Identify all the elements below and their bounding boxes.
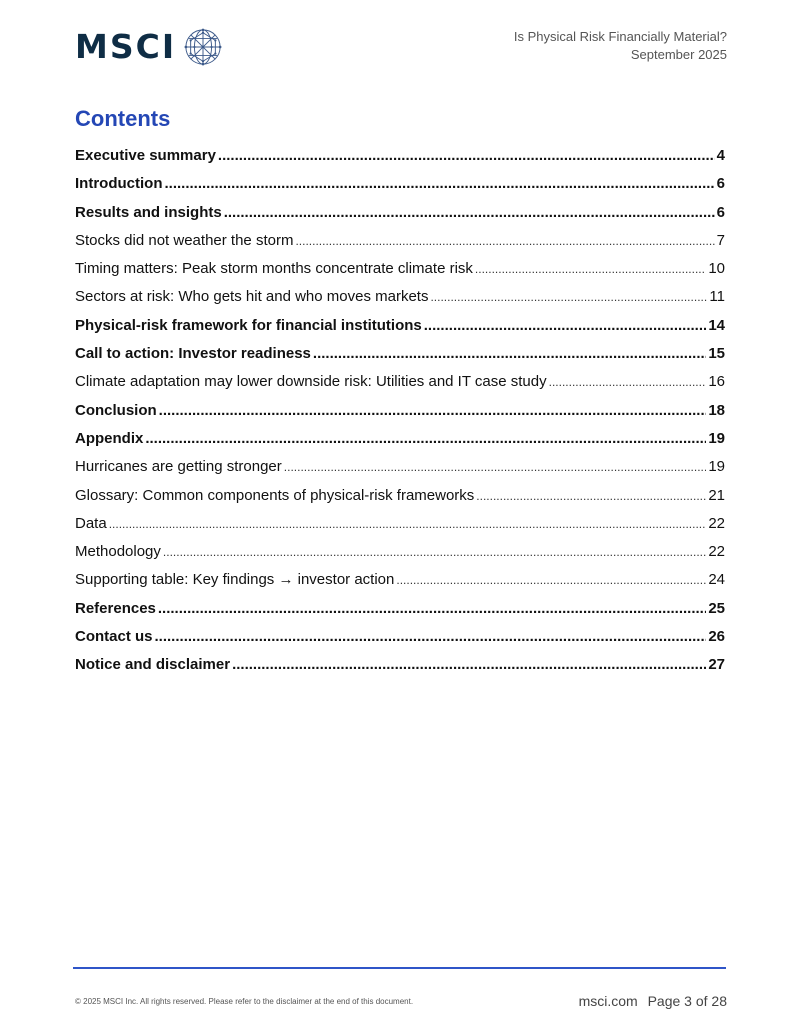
- toc-entry-label: Timing matters: Peak storm months concentrate climate risk: [75, 260, 473, 278]
- toc-dot-leader: [424, 312, 707, 340]
- toc-dot-leader: [295, 227, 714, 255]
- toc-entry-page: 11: [709, 288, 725, 306]
- msci-globe-icon: [184, 28, 222, 66]
- toc-entry[interactable]: [75, 142, 725, 170]
- toc-entry-label: Stocks did not weather the storm: [75, 231, 294, 249]
- toc-entry-label: Climate adaptation may lower downside risk: Utilities and IT case study: [75, 373, 547, 391]
- toc-entry-page: 22: [708, 543, 725, 561]
- toc-entry-label: Results and insights: [75, 203, 222, 221]
- toc-entry-page: 25: [708, 599, 725, 617]
- logo-wordmark: MSCI: [75, 27, 177, 66]
- toc-dot-leader: [284, 453, 707, 481]
- toc-dot-leader: [218, 142, 715, 170]
- footer-rule: [73, 967, 726, 969]
- toc-dot-leader: [109, 510, 707, 538]
- toc-entry-label: Appendix: [75, 429, 144, 447]
- toc-entry[interactable]: [75, 283, 725, 311]
- toc-entry-label: Notice and disclaimer: [75, 656, 231, 674]
- toc-entry[interactable]: [75, 453, 725, 481]
- toc-entry[interactable]: [75, 199, 725, 227]
- document-meta: [514, 28, 727, 64]
- toc-entry-page: 14: [708, 316, 725, 334]
- toc-entry-page: 19: [708, 458, 725, 476]
- toc-entry[interactable]: [75, 368, 725, 396]
- toc-entry[interactable]: [75, 170, 725, 198]
- msci-logo: [75, 28, 222, 66]
- toc-entry-label: References: [75, 599, 156, 617]
- toc-entry-label: Sectors at risk: Who gets hit and who moves markets: [75, 288, 429, 306]
- toc-entry[interactable]: [75, 340, 725, 368]
- toc-dot-leader: [158, 595, 706, 623]
- toc-entry[interactable]: [75, 425, 725, 453]
- footer-site-link[interactable]: msci.com: [578, 993, 638, 1009]
- copyright-notice: © 2025 MSCI Inc. All rights reserved. Please refer to the disclaimer at the end of this document.: [75, 997, 414, 1006]
- toc-dot-leader: [476, 482, 706, 510]
- toc-entry-page: 15: [708, 345, 725, 363]
- toc-entry-label: Physical-risk framework for financial institutions: [75, 316, 422, 334]
- toc-entry-page: 24: [708, 571, 725, 589]
- table-of-contents: [75, 142, 725, 680]
- toc-entry-page: 21: [708, 486, 725, 504]
- toc-dot-leader: [430, 283, 707, 311]
- toc-entry-page: 27: [708, 656, 725, 674]
- toc-dot-leader: [232, 651, 706, 679]
- toc-entry-label: Glossary: Common components of physical-risk frameworks: [75, 486, 475, 504]
- toc-entry[interactable]: [75, 510, 725, 538]
- toc-entry[interactable]: [75, 255, 725, 283]
- toc-entry[interactable]: [75, 651, 725, 679]
- toc-entry-page: 22: [708, 514, 725, 532]
- toc-entry-page: 6: [716, 203, 725, 221]
- document-date: September 2025: [630, 47, 727, 62]
- toc-entry-page: 26: [708, 628, 725, 646]
- toc-entry[interactable]: [75, 566, 725, 594]
- toc-entry-page: 18: [708, 401, 725, 419]
- toc-entry-page: 16: [708, 373, 725, 391]
- toc-entry[interactable]: [75, 623, 725, 651]
- toc-entry-label: Executive summary: [75, 147, 216, 164]
- toc-dot-leader: [313, 340, 706, 368]
- toc-entry-label: Contact us: [75, 628, 153, 646]
- toc-entry-page: 19: [708, 429, 725, 447]
- toc-entry-page: 7: [716, 231, 725, 249]
- toc-entry[interactable]: [75, 595, 725, 623]
- toc-entry[interactable]: [75, 482, 725, 510]
- toc-entry-label: Methodology: [75, 543, 161, 561]
- toc-entry-label: Introduction: [75, 175, 163, 193]
- toc-dot-leader: [164, 170, 714, 198]
- toc-entry-label: Conclusion: [75, 401, 157, 419]
- toc-entry[interactable]: [75, 312, 725, 340]
- toc-dot-leader: [475, 255, 706, 283]
- toc-dot-leader: [155, 623, 707, 651]
- toc-entry[interactable]: [75, 538, 725, 566]
- footer-page-info: [579, 992, 727, 1010]
- toc-entry-label: Call to action: Investor readiness: [75, 345, 311, 363]
- toc-entry-label: Hurricanes are getting stronger: [75, 458, 282, 476]
- document-title: Is Physical Risk Financially Material?: [513, 29, 727, 44]
- toc-entry-label: Supporting table: Key findings → investor action: [75, 571, 395, 589]
- toc-dot-leader: [159, 397, 707, 425]
- toc-entry[interactable]: [75, 227, 725, 255]
- toc-dot-leader: [224, 199, 715, 227]
- toc-dot-leader: [163, 538, 706, 566]
- toc-dot-leader: [396, 566, 706, 594]
- toc-entry[interactable]: [75, 397, 725, 425]
- toc-dot-leader: [549, 368, 707, 396]
- toc-dot-leader: [145, 425, 706, 453]
- toc-entry-label: Data: [75, 514, 107, 532]
- toc-entry-page: 4: [716, 147, 725, 164]
- footer-page-number: Page 3 of 28: [647, 993, 727, 1009]
- toc-entry-page: 6: [716, 175, 725, 193]
- toc-entry-page: 10: [708, 260, 725, 278]
- contents-heading: Contents: [75, 106, 171, 131]
